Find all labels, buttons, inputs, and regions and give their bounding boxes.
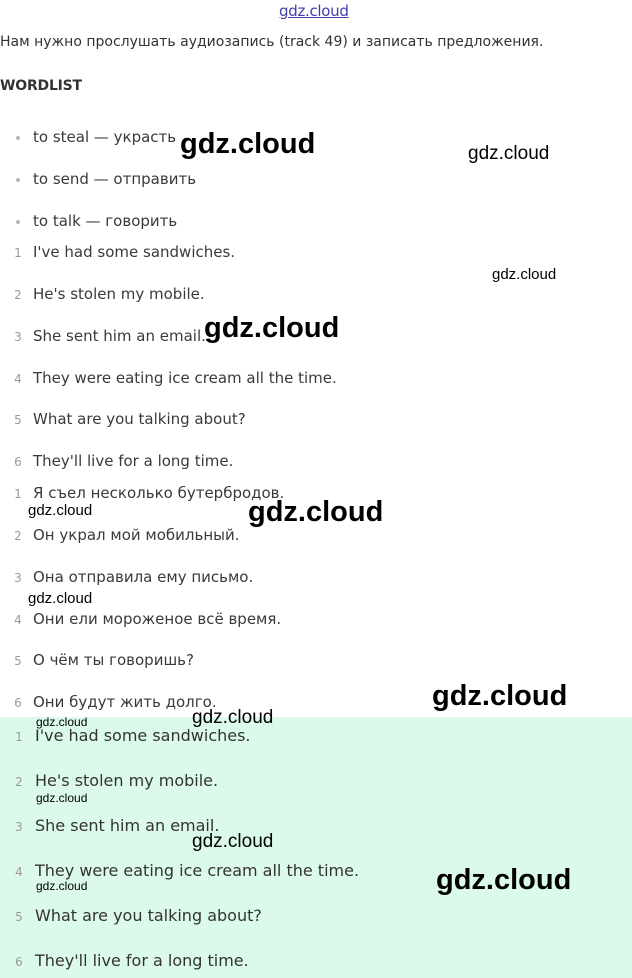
list-number: 2: [14, 288, 22, 302]
answer-sentence: He's stolen my mobile.: [35, 771, 219, 790]
watermark: gdz.cloud: [28, 502, 93, 519]
list-number: 1: [14, 487, 22, 501]
watermark: gdz.cloud: [204, 312, 340, 344]
sentence-ru: Они будут жить долго.: [33, 693, 217, 711]
list-number: 2: [15, 775, 23, 789]
answer-sentence: They were eating ice cream all the time.: [35, 861, 360, 880]
watermark: gdz.cloud: [492, 266, 557, 283]
sentence-ru: Она отправила ему письмо.: [33, 568, 254, 586]
list-number: 5: [14, 413, 22, 427]
list-number: 3: [14, 330, 22, 344]
wordlist-heading: WORDLIST: [0, 78, 82, 94]
answer-sentence: What are you talking about?: [35, 906, 262, 925]
list-number: 5: [14, 654, 22, 668]
list-number: 6: [14, 455, 22, 469]
answer-sentence: They'll live for a long time.: [35, 951, 249, 970]
watermark: gdz.cloud: [192, 831, 274, 852]
bullet-icon: [16, 178, 20, 182]
watermark: gdz.cloud: [436, 864, 572, 896]
list-number: 3: [14, 571, 22, 585]
list-number: 1: [15, 730, 23, 744]
wordlist-item: to send — отправить: [33, 170, 197, 188]
bullet-icon: [16, 136, 20, 140]
watermark: gdz.cloud: [36, 791, 88, 805]
sentence-ru: Они ели мороженое всё время.: [33, 610, 282, 628]
bullet-icon: [16, 220, 20, 224]
answer-block: [0, 717, 632, 978]
watermark: gdz.cloud: [248, 496, 384, 528]
sentence-ru: Он украл мой мобильный.: [33, 526, 240, 544]
watermark: gdz.cloud: [36, 879, 88, 893]
list-number: 4: [14, 372, 22, 386]
watermark: gdz.cloud: [432, 680, 568, 712]
site-link[interactable]: gdz.cloud: [279, 2, 349, 20]
watermark: gdz.cloud: [192, 707, 274, 728]
answer-sentence: I've had some sandwiches.: [35, 726, 251, 745]
list-number: 4: [15, 865, 23, 879]
list-number: 6: [14, 696, 22, 710]
list-number: 6: [15, 955, 23, 969]
list-number: 4: [14, 613, 22, 627]
list-number: 1: [14, 246, 22, 260]
list-number: 3: [15, 820, 23, 834]
watermark: gdz.cloud: [28, 590, 93, 607]
sentence-en: What are you talking about?: [33, 410, 246, 428]
sentence-en: I've had some sandwiches.: [33, 243, 236, 261]
wordlist-item: to talk — говорить: [33, 212, 178, 230]
sentence-en: She sent him an email.: [33, 327, 206, 345]
wordlist-item: to steal — украсть: [33, 128, 177, 146]
watermark: gdz.cloud: [180, 128, 316, 160]
sentence-en: They'll live for a long time.: [33, 452, 234, 470]
sentence-en: He's stolen my mobile.: [33, 285, 205, 303]
watermark: gdz.cloud: [468, 143, 550, 164]
watermark: gdz.cloud: [36, 715, 88, 729]
sentence-en: They were eating ice cream all the time.: [33, 369, 337, 387]
list-number: 5: [15, 910, 23, 924]
list-number: 2: [14, 529, 22, 543]
sentence-ru: О чём ты говоришь?: [33, 651, 194, 669]
sentence-ru: Я съел несколько бутербродов.: [33, 484, 285, 502]
answer-sentence: She sent him an email.: [35, 816, 220, 835]
task-intro: Нам нужно прослушать аудиозапись (track 49) и записать предложения.: [0, 34, 544, 50]
